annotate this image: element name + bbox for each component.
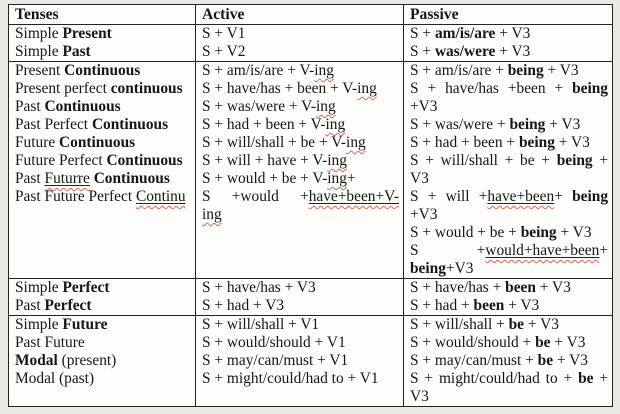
formula-segment: Continuous xyxy=(106,152,183,169)
formula-segment: S + would + be + xyxy=(410,224,521,241)
passive-cell xyxy=(404,279,613,316)
formula-segment: Past Future xyxy=(15,334,85,351)
table-body xyxy=(9,5,613,407)
formula-line xyxy=(202,170,399,188)
formula-segment: + xyxy=(599,242,608,259)
formula-segment: S + have/has +been + xyxy=(410,80,573,97)
formula-segment: Perfect xyxy=(44,297,92,314)
formula-line xyxy=(410,260,608,278)
formula-segment: S + xyxy=(410,25,435,42)
formula-segment: Past xyxy=(15,170,45,187)
tense-group-row xyxy=(9,25,613,62)
formula-segment: S + V2 xyxy=(202,43,246,60)
formula-line xyxy=(410,25,608,43)
formula-line xyxy=(410,170,608,188)
formula-line xyxy=(410,206,608,224)
formula-segment: being xyxy=(507,62,544,79)
formula-segment: being xyxy=(572,188,609,205)
formula-segment: Continuous xyxy=(64,62,141,79)
misspelled-text: ing xyxy=(327,170,347,187)
column-header-passive: Passive xyxy=(404,5,613,25)
formula-segment: +V3 xyxy=(445,260,474,277)
formula-segment: S + might/could/had to + xyxy=(410,370,579,387)
formula-line xyxy=(202,316,399,334)
formula-segment: + V3 xyxy=(553,352,588,369)
formula-segment: + xyxy=(554,188,573,205)
underlined-misspelled-text xyxy=(487,188,554,205)
formula-segment: being xyxy=(520,224,557,241)
formula-line xyxy=(410,188,608,206)
active-cell xyxy=(196,279,404,316)
formula-line xyxy=(410,80,608,98)
formula-segment: be xyxy=(578,370,594,387)
formula-segment: am/is/are xyxy=(434,25,496,42)
formula-segment: S +would + xyxy=(202,188,309,205)
formula-segment: S + may/can/must + xyxy=(410,352,538,369)
active-cell xyxy=(196,62,404,279)
tense-group-row xyxy=(9,279,613,316)
passive-cell xyxy=(404,62,613,279)
active-cell xyxy=(196,316,404,407)
formula-segment: + V3 xyxy=(495,25,531,42)
formula-segment: + xyxy=(592,152,609,169)
misspelled-text: ing xyxy=(357,80,377,97)
tense-line xyxy=(15,116,191,134)
tense-line xyxy=(15,297,191,315)
underlined-misspelled-text xyxy=(485,242,599,259)
formula-segment: Present xyxy=(62,25,112,42)
misspelled-text: ing xyxy=(325,116,346,133)
formula-segment: Modal xyxy=(15,352,58,369)
formula-line xyxy=(410,98,608,116)
formula-segment: Future Perfect xyxy=(15,152,107,169)
formula-segment: Past xyxy=(15,98,45,115)
formula-line xyxy=(410,43,608,61)
tense-line xyxy=(15,279,191,297)
formula-line xyxy=(202,116,399,134)
spellcheck-squiggle: Futurre xyxy=(44,170,90,187)
formula-segment: S + will/shall + V1 xyxy=(202,316,320,333)
spellcheck-squiggle: would+have+been xyxy=(485,242,600,259)
formula-segment: + V3 xyxy=(495,43,531,60)
formula-line xyxy=(202,152,399,170)
formula-segment: + V3 xyxy=(543,62,579,79)
formula-segment: S + will + xyxy=(410,188,488,205)
formula-segment: being xyxy=(518,134,555,151)
formula-line xyxy=(410,152,608,170)
tense-line xyxy=(15,170,191,188)
formula-segment: S + had + xyxy=(410,297,474,314)
formula-line xyxy=(410,242,608,260)
formula-segment: Past Perfect xyxy=(15,116,92,133)
formula-line xyxy=(202,62,399,80)
formula-line xyxy=(410,388,608,406)
formula-segment: S + am/is/are + xyxy=(410,62,508,79)
formula-segment: S + had + been + V- xyxy=(202,116,326,133)
formula-line xyxy=(202,188,399,206)
formula-line xyxy=(410,279,608,297)
formula-segment: Simple xyxy=(15,279,63,296)
formula-segment: S + would + be + V- xyxy=(202,170,328,187)
formula-segment: Continuous xyxy=(59,134,136,151)
tenses-cell xyxy=(9,316,196,407)
formula-segment: S + xyxy=(410,242,486,259)
tense-line xyxy=(15,134,191,152)
formula-line xyxy=(202,279,399,297)
formula-segment: Past xyxy=(15,297,45,314)
header-row xyxy=(9,5,613,25)
formula-segment: S + had + been + xyxy=(410,134,519,151)
formula-segment: +V3 xyxy=(410,206,438,223)
formula-segment: Modal (past) xyxy=(15,370,95,387)
formula-segment: (present) xyxy=(57,352,117,369)
formula-line xyxy=(202,134,399,152)
tense-line xyxy=(15,80,191,98)
formula-segment: Continuous xyxy=(91,116,169,133)
formula-segment: + xyxy=(346,170,356,187)
formula-line xyxy=(410,224,608,242)
formula-segment: continuous xyxy=(110,80,183,97)
formula-line xyxy=(202,43,399,61)
formula-segment: + V3 xyxy=(550,334,586,351)
formula-segment: be xyxy=(537,352,554,369)
formula-segment: + V3 xyxy=(554,134,590,151)
formula-segment: been xyxy=(505,279,536,296)
formula-segment: being xyxy=(556,152,593,169)
formula-line xyxy=(410,62,608,80)
formula-segment: S + will + have + V- xyxy=(202,152,328,169)
tense-line xyxy=(15,43,191,61)
formula-line xyxy=(202,25,399,43)
column-header-tenses: Tenses xyxy=(9,5,196,25)
misspelled-text: ing xyxy=(315,98,336,115)
formula-line xyxy=(410,316,608,334)
formula-segment: S + was/were + xyxy=(410,116,510,133)
formula-line xyxy=(410,352,608,370)
formula-line xyxy=(410,370,608,388)
formula-segment: Simple xyxy=(15,316,63,333)
formula-line xyxy=(202,206,399,224)
tenses-cell xyxy=(9,279,196,316)
misspelled-text: ing xyxy=(346,134,366,151)
formula-segment: been xyxy=(473,297,505,314)
passive-cell xyxy=(404,316,613,407)
formula-line xyxy=(410,116,608,134)
formula-line xyxy=(410,134,608,152)
formula-segment: S + will/shall + be + xyxy=(410,152,557,169)
tense-line xyxy=(15,62,191,80)
tenses-cell xyxy=(9,62,196,279)
tense-line xyxy=(15,370,191,388)
tense-line xyxy=(15,316,191,334)
misspelled-text: ing xyxy=(327,152,347,169)
formula-segment: + xyxy=(593,370,609,387)
misspelled-text: ing xyxy=(202,206,222,223)
tense-group-row xyxy=(9,316,613,407)
formula-segment: S + am/is/are + V- xyxy=(202,62,315,79)
tenses-cell xyxy=(9,25,196,62)
formula-segment: S + would/should + xyxy=(410,334,536,351)
formula-line xyxy=(202,370,399,388)
underlined-misspelled-text xyxy=(309,188,399,205)
formula-line xyxy=(410,334,608,352)
formula-segment: being xyxy=(509,116,546,133)
formula-segment: Perfect xyxy=(62,279,110,296)
formula-segment: Continuous xyxy=(44,98,121,115)
formula-segment: Present perfect xyxy=(15,80,111,97)
formula-segment: S + might/could/had to + V1 xyxy=(202,370,379,387)
tense-line xyxy=(15,334,191,352)
formula-segment: S + had + V3 xyxy=(202,297,285,314)
formula-segment: S + will/shall + be + V- xyxy=(202,134,347,151)
tense-line xyxy=(15,25,191,43)
active-cell xyxy=(196,25,404,62)
formula-segment: Past Future Perfect xyxy=(15,188,136,205)
formula-segment: + V3 xyxy=(545,116,581,133)
misspelled-text: ing xyxy=(314,62,334,79)
formula-segment: + V3 xyxy=(504,297,540,314)
formula-segment: be xyxy=(508,316,525,333)
formula-line xyxy=(202,352,399,370)
formula-segment: be xyxy=(535,334,551,351)
formula-segment: Continuous xyxy=(93,170,170,187)
formula-segment: S + have/has + xyxy=(410,279,506,296)
spellcheck-squiggle: Continu xyxy=(135,188,186,205)
formula-segment: Future xyxy=(62,316,108,333)
formula-segment: S + may/can/must + V1 xyxy=(202,352,349,369)
formula-line xyxy=(202,334,399,352)
formula-segment: + V3 xyxy=(556,224,592,241)
formula-segment: Present xyxy=(15,62,65,79)
spellcheck-squiggle: have+been+V- xyxy=(308,188,399,205)
tense-line xyxy=(15,352,191,370)
formula-line xyxy=(202,80,399,98)
formula-segment: S + xyxy=(410,43,435,60)
formula-segment: S + would/should + V1 xyxy=(202,334,346,351)
tense-line xyxy=(15,188,191,206)
formula-segment: being xyxy=(572,80,608,97)
formula-segment: S + have/has + been + V- xyxy=(202,80,358,97)
formula-segment: + V3 xyxy=(524,316,559,333)
tense-line xyxy=(15,98,191,116)
formula-segment: V3 xyxy=(410,388,429,405)
formula-segment: Simple xyxy=(15,43,63,60)
formula-segment: + V3 xyxy=(535,279,571,296)
formula-segment: S + was/were + V- xyxy=(202,98,316,115)
formula-segment: being xyxy=(410,260,446,277)
tense-group-row xyxy=(9,62,613,279)
formula-segment: S + V1 xyxy=(202,25,246,42)
formula-segment: was/were xyxy=(434,43,496,60)
tense-line xyxy=(15,152,191,170)
underlined-misspelled-text xyxy=(136,188,186,205)
formula-line xyxy=(202,297,399,315)
formula-segment: S + will/shall + xyxy=(410,316,509,333)
column-header-active: Active xyxy=(196,5,404,25)
formula-segment: V3 xyxy=(410,170,429,187)
spellcheck-squiggle: have+been xyxy=(487,188,555,205)
formula-segment: S + have/has + V3 xyxy=(202,279,316,296)
formula-segment: Future xyxy=(15,134,60,151)
formula-segment: Past xyxy=(62,43,91,60)
formula-segment: +V3 xyxy=(410,98,438,115)
formula-segment: Simple xyxy=(15,25,63,42)
passive-cell xyxy=(404,25,613,62)
tense-table xyxy=(8,4,613,407)
formula-line xyxy=(202,98,399,116)
formula-line xyxy=(410,297,608,315)
underlined-misspelled-text xyxy=(45,170,90,187)
